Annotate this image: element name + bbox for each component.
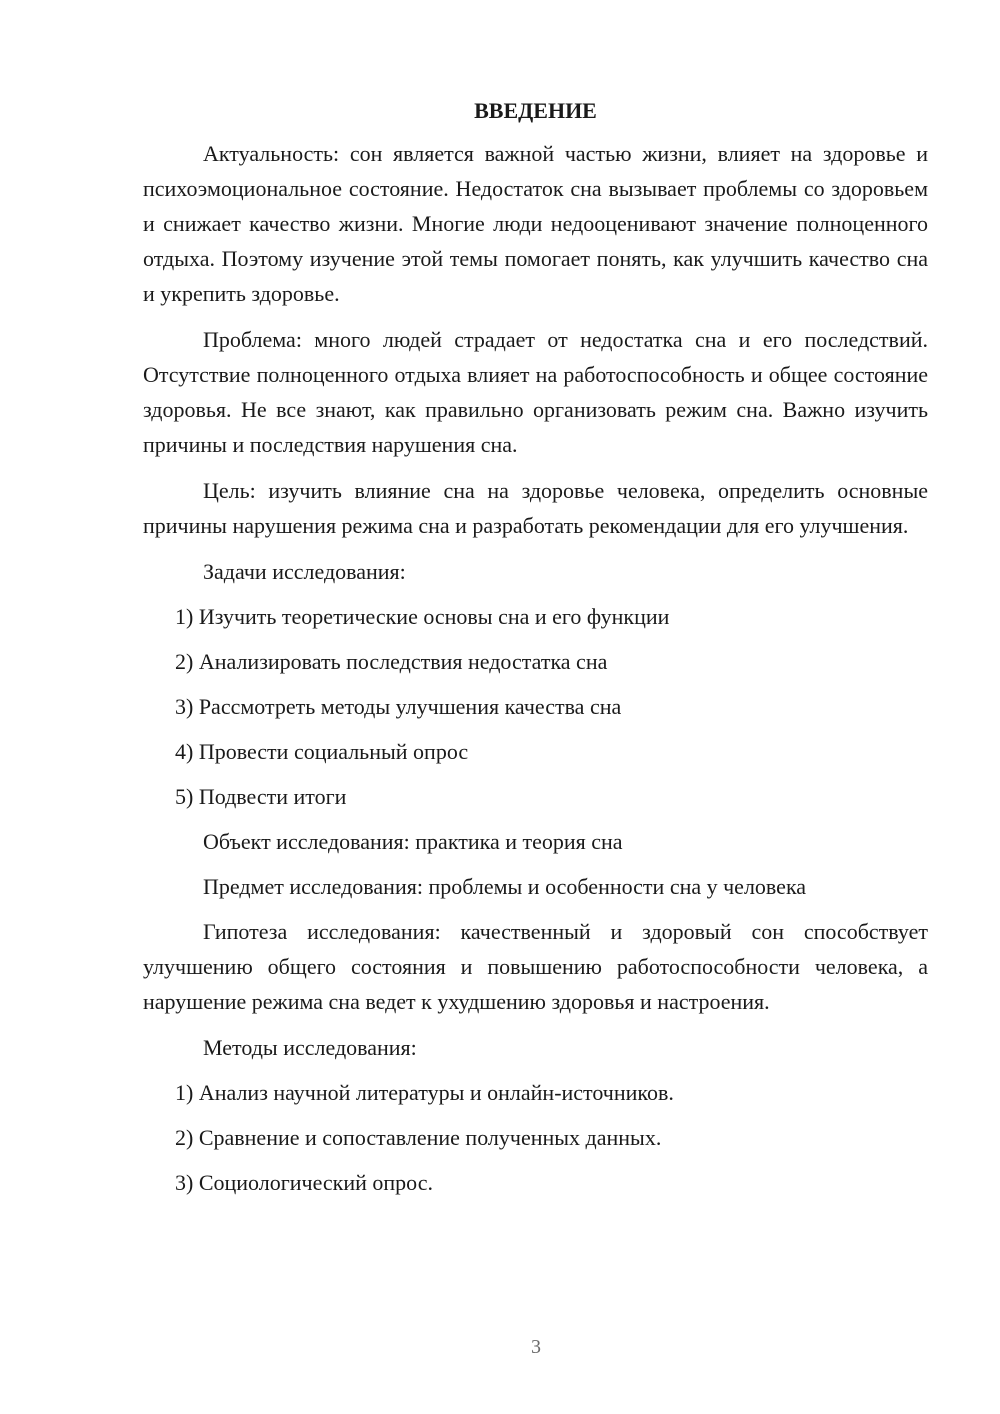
goal-paragraph: Цель: изучить влияние сна на здоровье человека, определить основные причины нарушения режима сна и разработать рекомендации для его улучшения. (143, 478, 928, 538)
methods-list (143, 1075, 928, 1200)
subject-line: Предмет исследования: проблемы и особенности сна у человека (203, 874, 807, 899)
relevance-paragraph: Актуальность: сон является важной частью жизни, влияет на здоровье и психоэмоциональное состояние. Недостаток сна вызывает проблемы со здоровьем и снижает качество жизни. Многие люди недооценивают значение полноценного отдыха. Поэтому изучение этой темы помогает понять, как улучшить качество сна и укрепить здоровье. (143, 141, 928, 306)
problem-paragraph: Проблема: много людей страдает от недостатка сна и его последствий. Отсутствие полноценного отдыха влияет на работоспособность и общее состояние здоровья. Не все знают, как правильно организовать режим сна. Важно изучить причины и последствия нарушения сна. (143, 327, 928, 457)
list-item: 1) Анализ научной литературы и онлайн-источников. (175, 1080, 674, 1105)
list-item: 3) Рассмотреть методы улучшения качества сна (175, 694, 622, 719)
tasks-heading: Задачи исследования: (203, 559, 406, 584)
list-item: 2) Сравнение и сопоставление полученных данных. (175, 1125, 662, 1150)
list-item: 4) Провести социальный опрос (175, 739, 469, 764)
methods-heading: Методы исследования: (203, 1035, 417, 1060)
list-item: 5) Подвести итоги (175, 784, 347, 809)
page-number: 3 (531, 1336, 541, 1358)
list-item: 1) Изучить теоретические основы сна и его функции (175, 604, 670, 629)
page-title: ВВЕДЕНИЕ (474, 98, 597, 123)
object-line: Объект исследования: практика и теория сна (203, 829, 623, 854)
document-body (143, 96, 928, 1210)
list-item: 3) Социологический опрос. (175, 1170, 433, 1195)
list-item: 2) Анализировать последствия недостатка сна (175, 649, 608, 674)
tasks-list (143, 599, 928, 814)
hypothesis-paragraph: Гипотеза исследования: качественный и здоровый сон способствует улучшению общего состояния и повышению работоспособности человека, а нарушение режима сна ведет к ухудшению здоровья и настроения. (143, 919, 928, 1014)
